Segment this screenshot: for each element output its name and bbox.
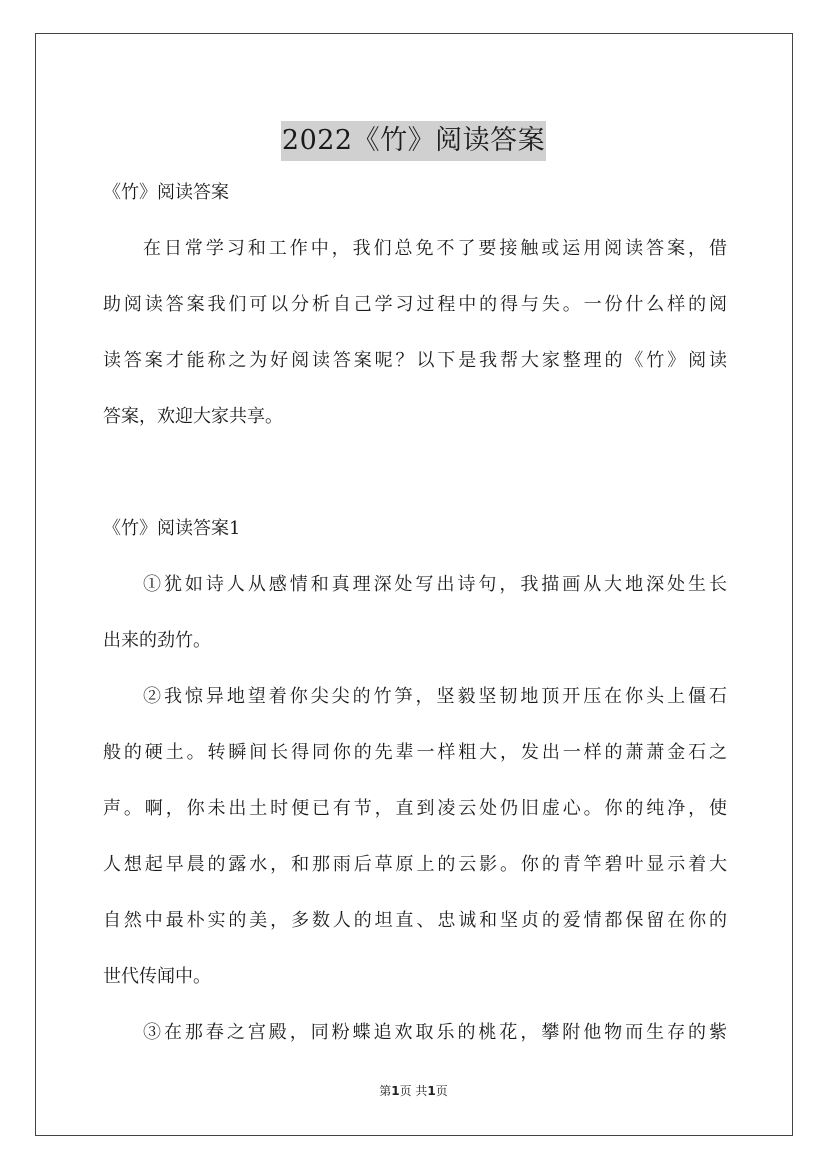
paragraph-line: 读答案才能称之为好阅读答案呢？以下是我帮大家整理的《竹》阅读 — [103, 350, 727, 371]
page-suffix: 页 — [435, 1084, 448, 1098]
page-footer — [0, 1082, 827, 1099]
paragraph-line: 般的硬土。转瞬间长得同你的先辈一样粗大，发出一样的萧萧金石之 — [103, 742, 727, 763]
paragraph-line: ③在那春之宫殿，同粉蝶追欢取乐的桃花，攀附他物而生存的紫 — [143, 1022, 727, 1043]
section-heading: 《竹》阅读答案1 — [103, 518, 241, 539]
paragraph-line: 自然中最朴实的美，多数人的坦直、忠诚和坚贞的爱情都保留在你的 — [103, 910, 727, 931]
blank-line — [103, 445, 727, 501]
paragraph-line: 人想起早晨的露水，和那雨后草原上的云影。你的青竿碧叶显示着大 — [103, 854, 727, 875]
paragraph-line: 答案，欢迎大家共享。 — [103, 406, 283, 427]
paragraph-line: 世代传闻中。 — [103, 966, 211, 987]
paragraph-line: 声。啊，你未出土时便已有节，直到凌云处仍旧虚心。你的纯净，使 — [103, 798, 727, 819]
page-total: 1 — [427, 1084, 436, 1098]
paragraph-line: 在日常学习和工作中，我们总免不了要接触或运用阅读答案，借 — [143, 238, 727, 259]
paragraph-line: 助阅读答案我们可以分析自己学习过程中的得与失。一份什么样的阅 — [103, 294, 727, 315]
page-mid: 页 共 — [399, 1084, 428, 1098]
paragraph-line: 出来的劲竹。 — [103, 630, 211, 651]
section-heading: 《竹》阅读答案 — [103, 182, 229, 203]
document-body — [103, 165, 727, 1061]
paragraph-line: ②我惊异地望着你尖尖的竹笋，坚毅坚韧地顶开压在你头上僵石 — [143, 686, 727, 707]
page-prefix: 第 — [379, 1084, 392, 1098]
paragraph-line: ①犹如诗人从感情和真理深处写出诗句，我描画从大地深处生长 — [143, 574, 727, 595]
document-title: 2022《竹》阅读答案 — [281, 121, 546, 161]
page-current: 1 — [391, 1084, 400, 1098]
